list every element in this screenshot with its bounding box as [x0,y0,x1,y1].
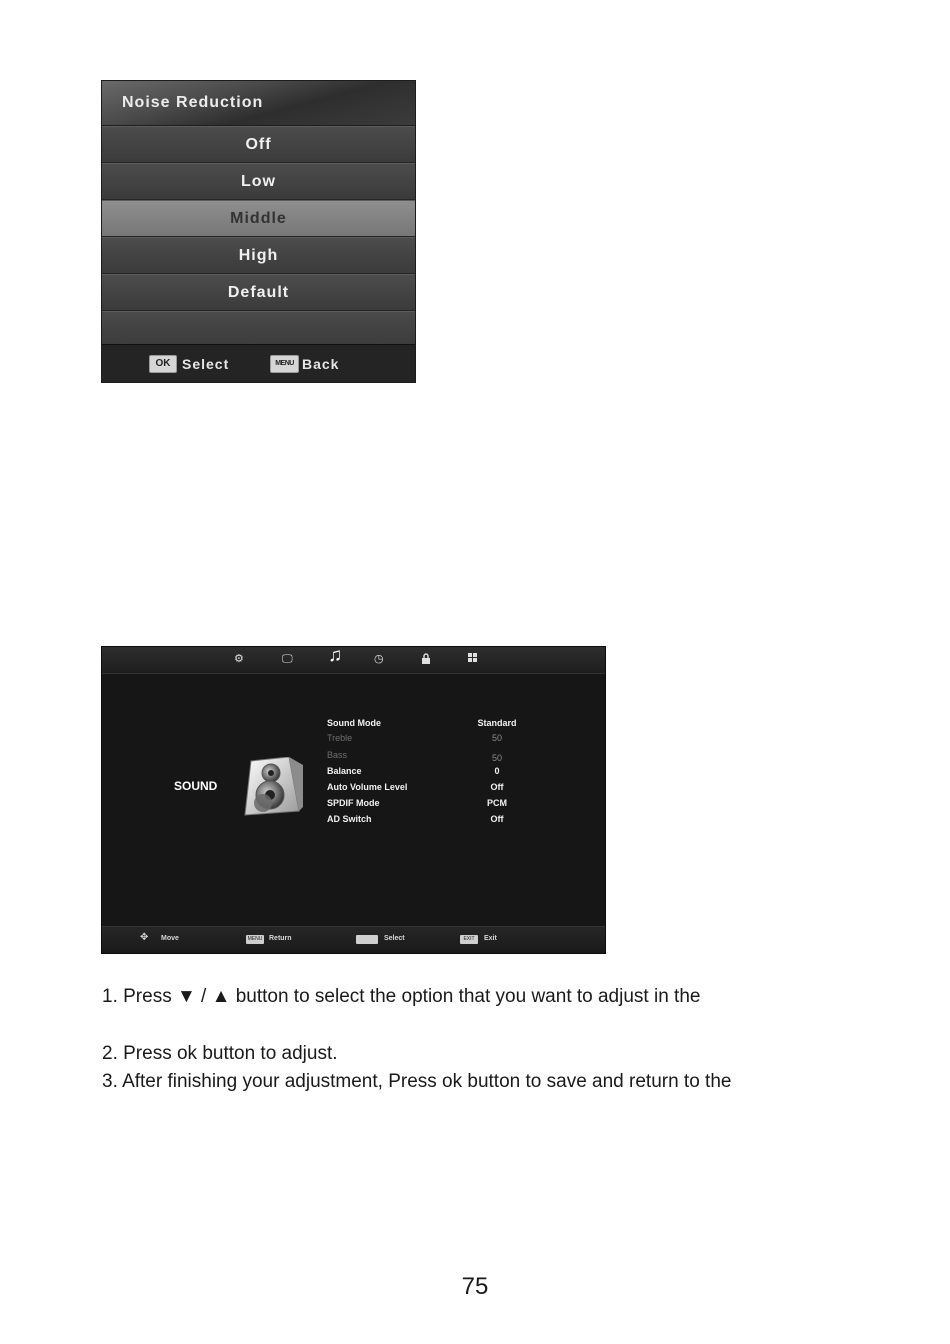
select-hint-label: Select [182,356,230,372]
bass-label: Bass [327,750,348,760]
auto-volume-level-label: Auto Volume Level [327,782,408,792]
instruction-step-3: 3. After finishing your adjustment, Press ok button to save and return to the [102,1071,732,1092]
exit-hint-label: Exit [484,935,497,942]
sound-menu-screen [101,646,606,954]
ok-key-badge: OK [149,355,177,373]
noise-option-off[interactable]: Off [102,126,415,163]
auto-volume-level-row[interactable] [327,782,587,796]
instruction-step-2: 2. Press ok button to adjust. [102,1043,338,1064]
sound-mode-label: Sound Mode [327,718,381,728]
page-number: 75 [461,1273,489,1300]
ad-switch-row[interactable] [327,814,587,828]
sound-category-label: SOUND [174,779,218,793]
noise-reduction-menu [101,80,416,383]
menu-key-badge: MENU [270,355,299,373]
sound-mode-row[interactable] [327,718,587,732]
gear-icon[interactable]: ⚙ [234,653,244,665]
monitor-icon[interactable]: 🖵 [282,653,293,665]
grid-icon[interactable] [468,653,478,666]
spdif-mode-row[interactable] [327,798,587,812]
speaker-icon [237,757,305,819]
balance-value: 0 [494,766,500,776]
treble-value: 50 [491,733,502,743]
noise-reduction-title: Noise Reduction [102,81,415,126]
move-hint-label: Move [161,935,179,942]
balance-row[interactable] [327,766,587,780]
noise-option-low[interactable]: Low [102,163,415,200]
treble-row [327,733,587,747]
noise-option-high[interactable]: High [102,237,415,274]
lock-icon[interactable] [421,653,431,667]
back-hint-label: Back [302,356,340,372]
spdif-mode-value: PCM [487,798,507,808]
ad-switch-value: Off [490,814,504,824]
menu-key-badge-small: MENU [247,936,263,942]
clock-icon[interactable]: ◷ [374,653,384,665]
noise-option-default[interactable]: Default [102,274,415,311]
noise-option-middle[interactable]: Middle [102,200,415,237]
auto-volume-level-value: Off [490,782,504,792]
instruction-step-1: 1. Press ▼ / ▲ button to select the option that you want to adjust in the [102,986,701,1007]
bass-value: 50 [491,753,502,763]
select-hint-label-small: Select [384,935,405,942]
exit-key-badge: EXIT [460,935,478,944]
return-hint-label: Return [269,935,292,942]
menu-tab-bar [102,647,605,674]
balance-label: Balance [327,766,362,776]
bass-row [327,750,587,764]
ad-switch-label: AD Switch [327,814,372,824]
spdif-mode-label: SPDIF Mode [327,798,380,808]
sound-menu-footer [102,926,605,953]
music-note-icon[interactable]: ♫ [328,646,343,666]
noise-menu-footer [102,344,415,382]
move-arrows-icon: ✥ [140,932,149,943]
sound-mode-value: Standard [477,718,517,728]
ok-key-badge-small [356,935,378,944]
treble-label: Treble [327,733,353,743]
